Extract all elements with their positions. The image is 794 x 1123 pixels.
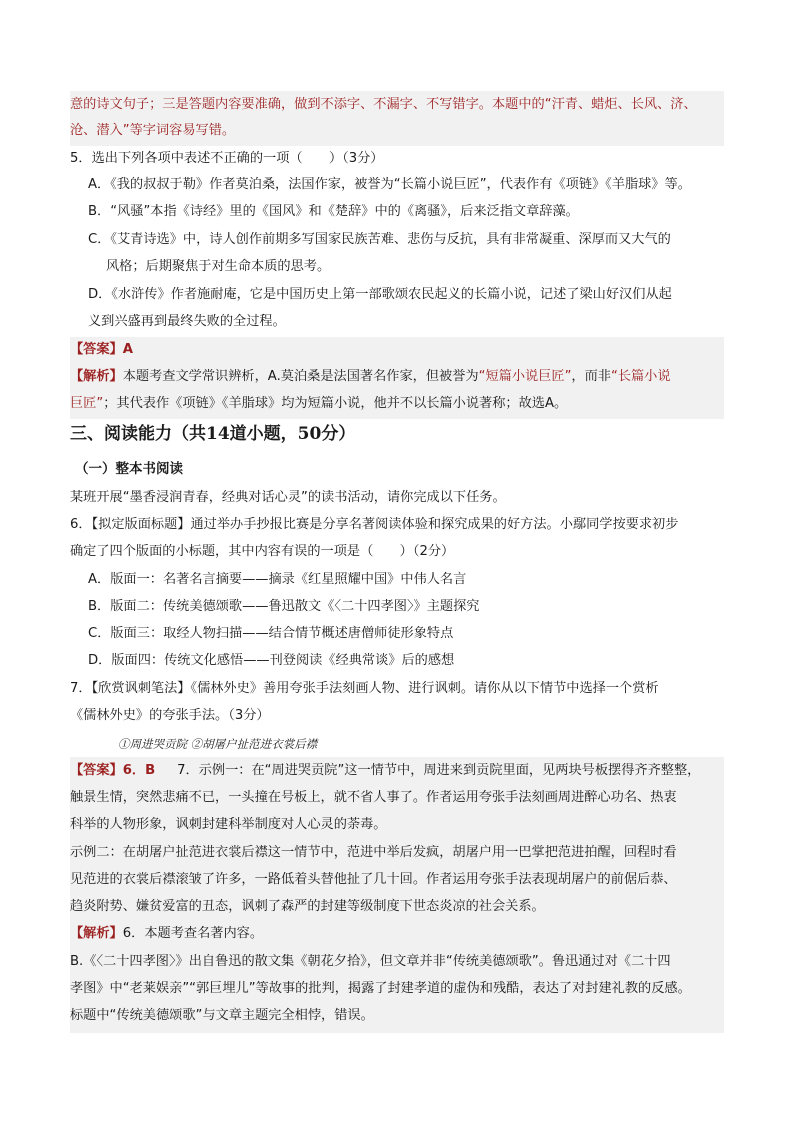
section-title: 三、阅读能力（共14道小题，50分） (70, 424, 356, 444)
q6-option-c: C．版面三：取经人物扫描——结合情节概述唐僧师徒形象特点 (88, 626, 454, 641)
prev-analysis-line: 意的诗文句子；三是答题内容要准确，做到不添字、不漏字、不写错字。本题中的“汗青、蜡炬、长风、济、 (70, 97, 697, 112)
section-intro: 某班开展“墨香浸润青春，经典对话心灵”的读书活动，请你完成以下任务。 (70, 490, 506, 505)
q6-option-d: D．版面四：传统文化感悟——刊登阅读《经典常谈》后的感想 (88, 653, 455, 668)
analysis-highlight: “短篇小说巨匠” (478, 369, 572, 384)
q7-options: ①周进哭贡院 ②胡屠户扯范进衣裳后襟 (118, 737, 318, 751)
analysis-text: 标题中“传统美德颂歌”与文章主题完全相悖，错误。 (70, 1008, 374, 1023)
analysis-text: ，而非 (571, 369, 611, 384)
q6-option-b: B．版面二：传统美德颂歌——鲁迅散文《〈二十四孝图〉》主题探究 (88, 599, 480, 614)
answer-tag: 【答案】 (70, 342, 123, 357)
analysis-text: ；其代表作《项链》《羊脂球》均为短篇小说，他并不以长篇小说著称；故选A。 (103, 396, 568, 411)
answer-text: 科举的人物形象，讽刺封建科举制度对人心灵的荼毒。 (70, 817, 387, 832)
analysis-line (70, 921, 263, 947)
answer-text: 触景生情，突然悲痛不已，一头撞在号板上，就不省人事了。作者运用夸张手法刻画周进醉心功名、热衷 (70, 790, 677, 805)
analysis-tag: 【解析】 (70, 369, 123, 384)
q6-stem: 6．【拟定版面标题】通过举办手抄报比赛是分享名著阅读体验和探究成果的好方法。小鄢同学按要求初步 (70, 517, 679, 532)
analysis-tag: 【解析】 (70, 926, 123, 941)
q6-stem-cont: 确定了四个版面的小标题，其中内容有误的一项是（ ）（2分） (70, 544, 455, 559)
answer-tag: 【答案】 (70, 763, 123, 778)
q5-option-d: D．《水浒传》作者施耐庵，它是中国历史上第一部歌颂农民起义的长篇小说，记述了梁山好汉们从起 (88, 287, 672, 302)
q7-answer: 7．示例一：在“周进哭贡院”这一情节中，周进来到贡院里面，见两块号板摆得齐齐整整， (177, 763, 701, 778)
answer-value: A (122, 342, 133, 357)
q6-option-a: A．版面一：名著名言摘要——摘录《红星照耀中国》中伟人名言 (88, 572, 467, 587)
q5-option-a: A．《我的叔叔于勒》作者莫泊桑，法国作家，被誉为“长篇小说巨匠”，代表作有《项链》《羊脂球》等。 (88, 177, 691, 192)
answer-text: 示例二：在胡屠户扯范进衣裳后襟这一情节中，范进中举后发疯，胡屠户用一巴掌把范进拍醒，回程时看 (70, 845, 677, 860)
q5-option-d-cont: 义到兴盛再到最终失败的全过程。 (88, 314, 286, 329)
q6-answer: 6．B (122, 763, 156, 778)
q7-stem-cont: 《儒林外史》的夸张手法。（3分） (70, 708, 270, 723)
analysis-text: 孝图》中“老莱娱亲”“郭巨埋儿”等故事的批判，揭露了封建孝道的虚伪和残酷，表达了对封建礼教的反感。 (70, 981, 691, 996)
analysis-text: 本题考查文学常识辨析，A.莫泊桑是法国著名作家，但被誉为 (122, 369, 479, 384)
q5-analysis (70, 364, 671, 390)
analysis-text: 6．本题考查名著内容。 (122, 926, 264, 941)
q5-option-c: C．《艾青诗选》中，诗人创作前期多写国家民族苦难、悲伤与反抗，具有非常凝重、深厚而又大气的 (88, 232, 671, 247)
q5-answer (70, 337, 133, 363)
answer-text: 趋炎附势、嫌贫爱富的丑态，讽刺了森严的封建等级制度下世态炎凉的社会关系。 (70, 899, 545, 914)
q5-analysis-cont (70, 391, 567, 417)
q7-stem: 7．【欣赏讽刺笔法】《儒林外史》善用夸张手法刻画人物、进行讽刺。请你从以下情节中选择一个赏析 (70, 681, 659, 696)
answers-line (70, 758, 700, 784)
q5-stem: 5．选出下列各项中表述不正确的一项（ ）（3分） (70, 151, 384, 166)
subsection-title: （一）整本书阅读 (75, 461, 183, 477)
q5-option-b: B．“风骚”本指《诗经》里的《国风》和《楚辞》中的《离骚》，后来泛指文章辞藻。 (88, 204, 579, 219)
analysis-text: B.《〈二十四孝图〉》出自鲁迅的散文集《朝花夕拾》，但文章并非“传统美德颂歌”。鲁迅通过对《二十四 (70, 954, 671, 969)
analysis-highlight: “长篇小说 (610, 369, 671, 384)
answer-text: 见范进的衣裳后襟滚皱了许多，一路低着头替他扯了几十回。作者运用夸张手法表现胡屠户的前倨后恭、 (70, 872, 677, 887)
prev-analysis-line: 沧、潜入”等字词容易写错。 (70, 123, 236, 138)
q5-option-c-cont: 风格；后期聚焦于对生命本质的思考。 (106, 259, 331, 274)
analysis-highlight: 巨匠” (70, 396, 104, 411)
